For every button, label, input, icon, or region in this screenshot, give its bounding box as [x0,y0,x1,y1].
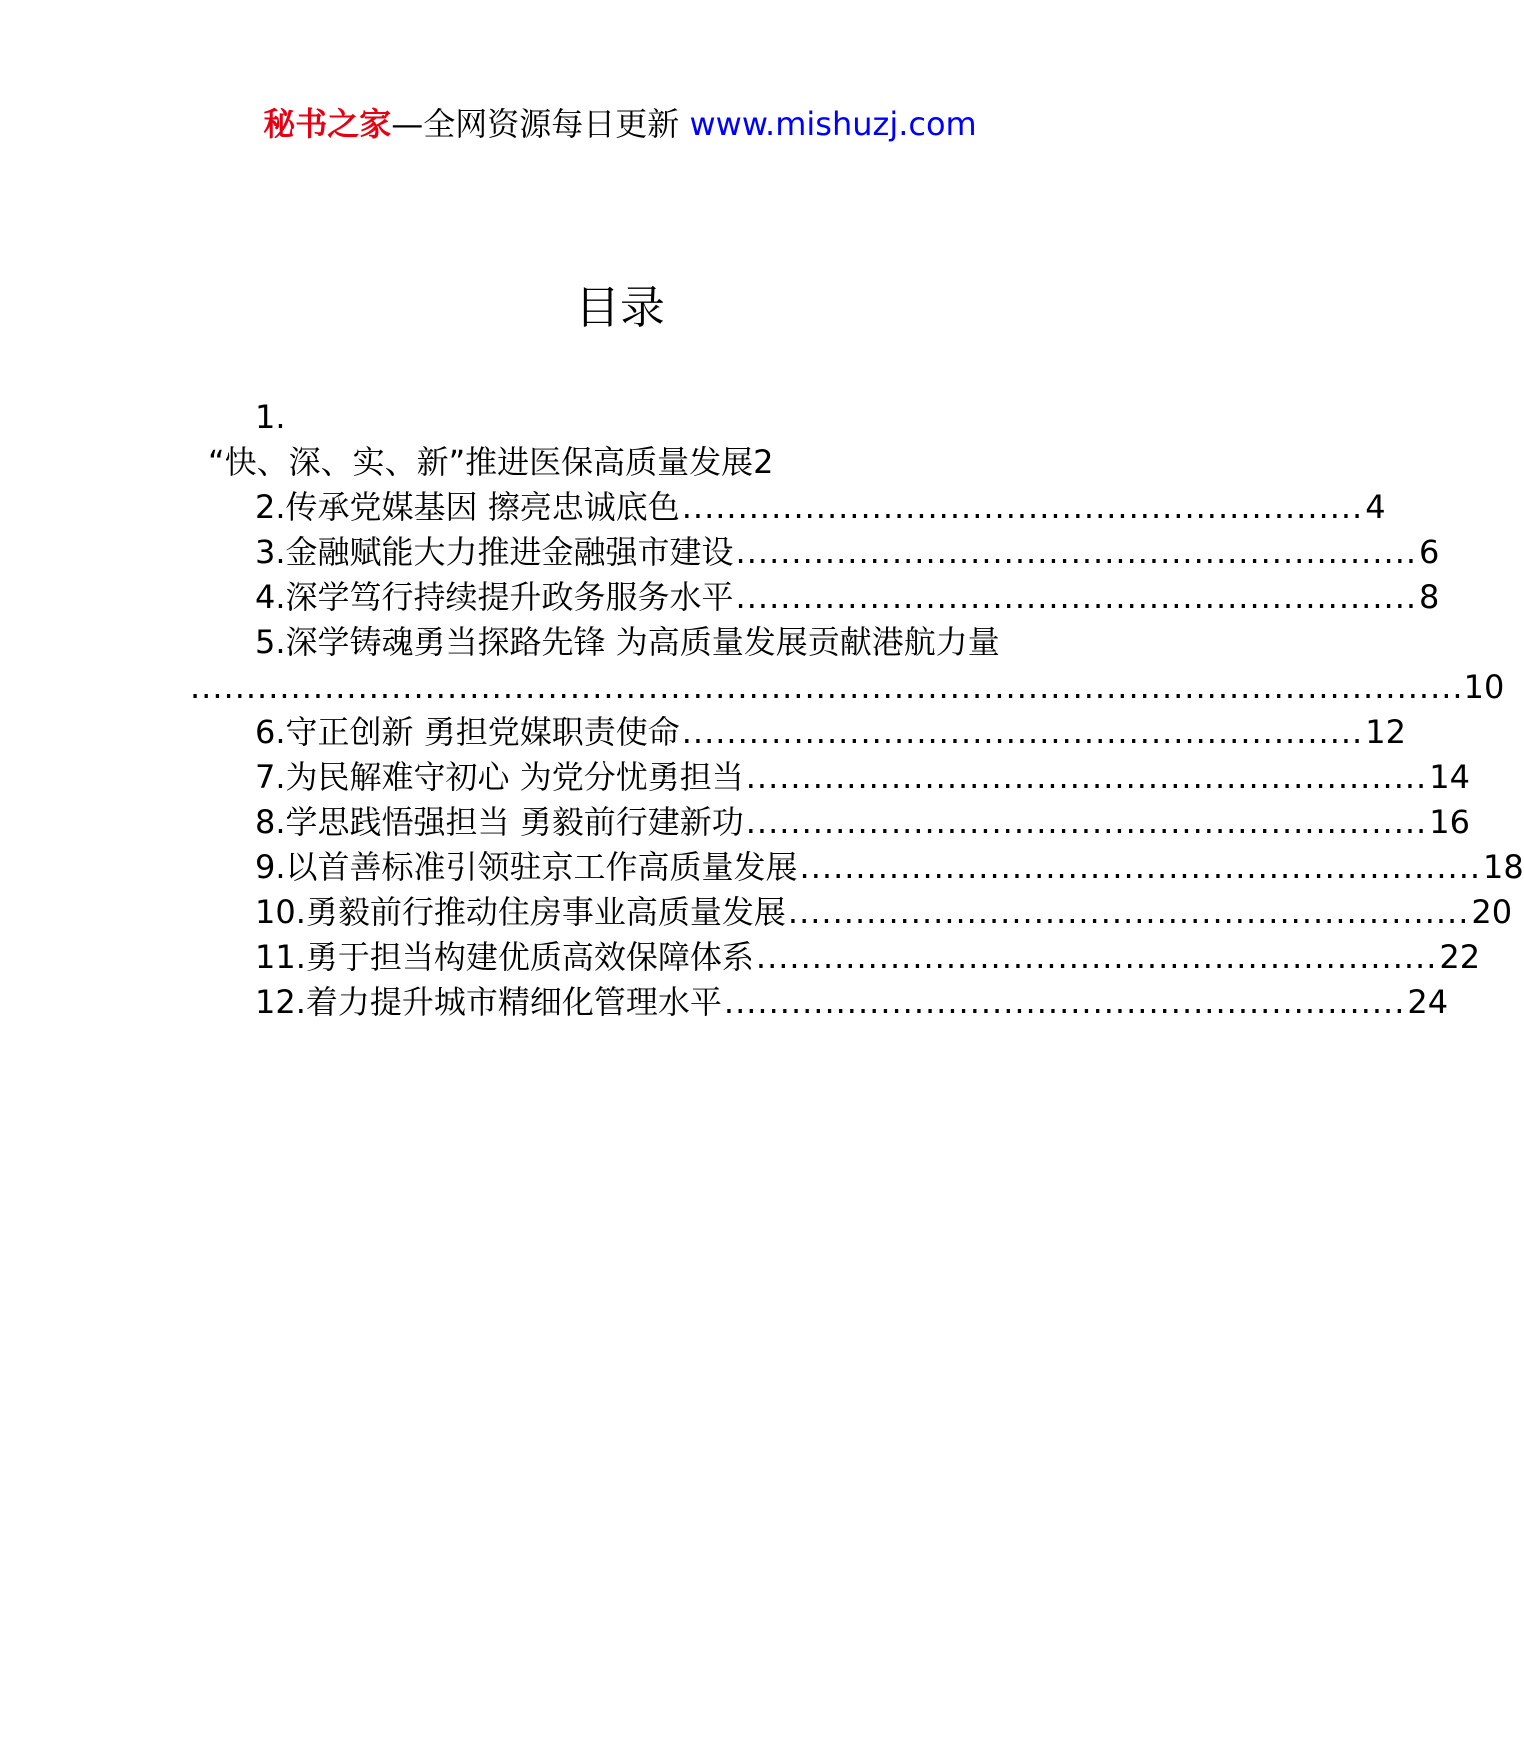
toc-entry-title: 7.为民解难守初心 为党分忧勇担当 [255,758,744,796]
toc-leader-dots: ............................................................. [735,578,1418,616]
toc-entry-5[interactable] [255,620,1049,665]
toc-leader-dots: ............................................................. [745,758,1428,796]
brand-name: 秘书之家 [263,105,392,143]
toc-entry-page: 12 [1365,713,1406,751]
header-slogan: —全网资源每日更新 [391,105,680,143]
toc-entry-3[interactable] [255,530,1440,575]
toc-entry-page: 24 [1407,983,1449,1021]
site-header [0,102,1240,146]
toc-entry-page: 4 [1365,488,1386,526]
toc-leader-dots: ............................................................. [799,848,1482,886]
toc-entry-title: 4.深学笃行持续提升政务服务水平 [255,578,734,616]
toc-entry-title: 9.以首善标准引领驻京工作高质量发展 [255,848,798,886]
toc-entry-1-page: 2 [753,443,774,481]
toc-entry-12[interactable] [255,980,1449,1025]
toc-leader-dots: ............................................................. [681,488,1364,526]
toc-entry-10[interactable] [255,890,1513,935]
toc-entry-1-number[interactable]: 1. [255,398,286,436]
toc-entry-page: 20 [1471,893,1513,931]
toc-entry-1[interactable] [208,440,774,485]
toc-entry-page: 22 [1439,938,1481,976]
toc-entry-1-title: “快、深、实、新”推进医保高质量发展 [208,443,754,481]
toc-entry-page: 18 [1483,848,1524,886]
site-url-link[interactable]: www.mishuzj.com [689,105,977,143]
toc-entry-page: 10 [1463,668,1505,706]
toc-entry-title: 11.勇于担当构建优质高效保障体系 [255,938,754,976]
toc-entry-page: 14 [1429,758,1470,796]
toc-entry-2[interactable] [255,485,1386,530]
toc-leader-dots: ............................................................. [787,893,1470,931]
toc-entry-title: 6.守正创新 勇担党媒职责使命 [255,713,680,751]
toc-entry-title: 8.学思践悟强担当 勇毅前行建新功 [255,803,744,841]
toc-leader-dots: ............................................................. [735,533,1418,571]
toc-entry-title: 3.金融赋能大力推进金融强市建设 [255,533,734,571]
toc-leader-dots: ............................................................. [755,938,1438,976]
page-title: 目录 [574,281,665,334]
toc-entry-title: 12.着力提升城市精细化管理水平 [255,983,722,1021]
toc-leader-dots: .................................................................................................................. [190,668,1464,706]
toc-entry-9[interactable] [255,845,1524,890]
toc-entry-page: 6 [1419,533,1440,571]
toc-entry-4[interactable] [255,575,1440,620]
toc-entry-page: 8 [1419,578,1440,616]
toc-entry-title: 2.传承党媒基因 擦亮忠诚底色 [255,488,680,526]
toc-entry-8[interactable] [255,800,1470,845]
toc-entry-7[interactable] [255,755,1470,800]
toc-entry-6[interactable] [255,710,1406,755]
toc-entry-11[interactable] [255,935,1481,980]
toc-entry-5-page-line[interactable] [190,665,1505,710]
toc-entry-page: 16 [1429,803,1470,841]
toc-leader-dots: ............................................................. [723,983,1406,1021]
toc-leader-dots: ............................................................. [681,713,1364,751]
toc-entry-title: 10.勇毅前行推动住房事业高质量发展 [255,893,786,931]
toc-entry-title: 5.深学铸魂勇当探路先锋 为高质量发展贡献港航力量 [255,623,1000,661]
toc-leader-dots: ............................................................. [745,803,1428,841]
